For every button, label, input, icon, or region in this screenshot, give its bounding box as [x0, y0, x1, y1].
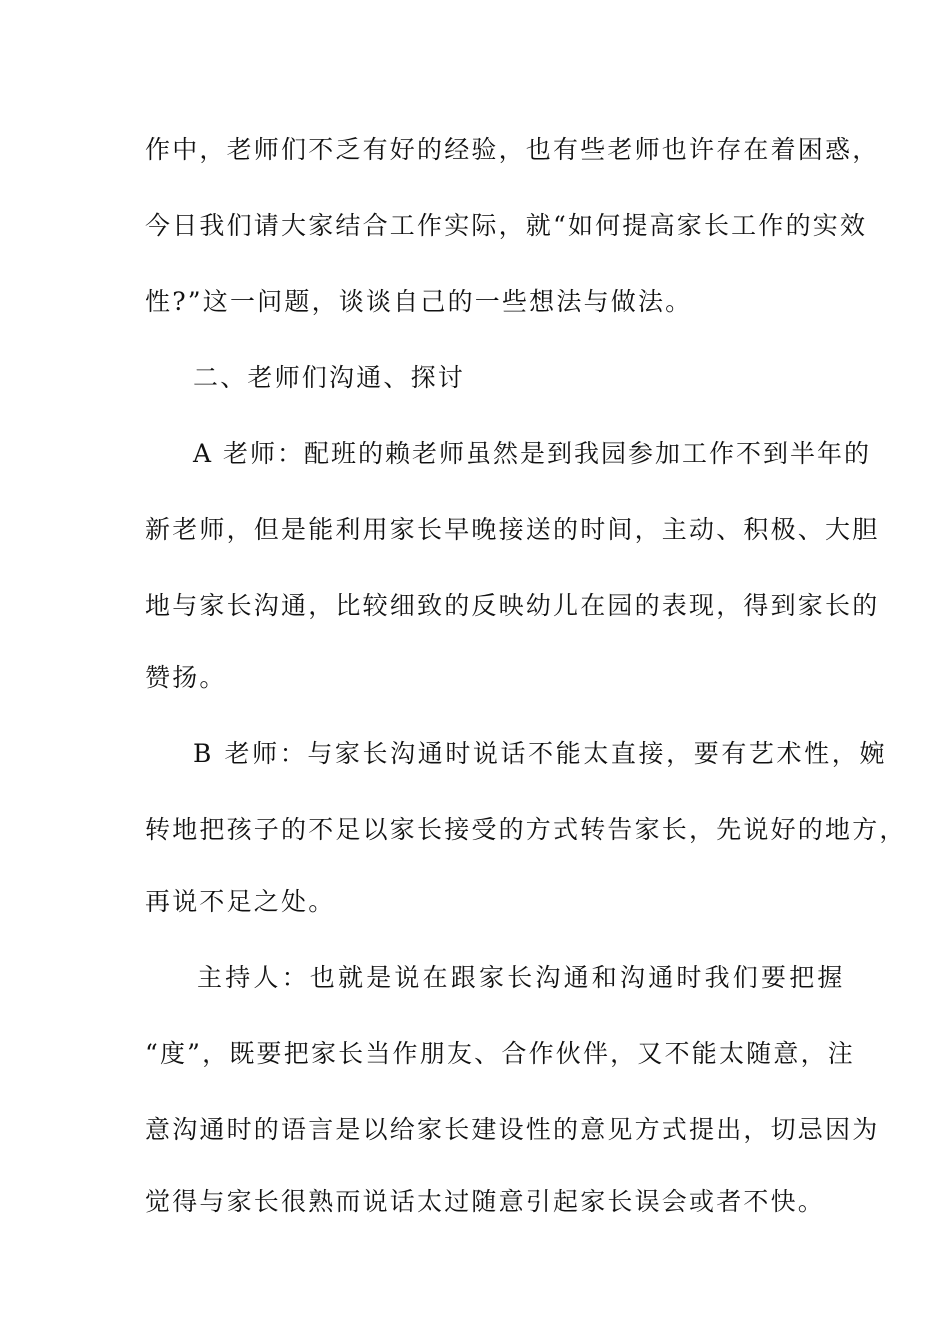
paragraph-line: A 老师：配班的赖老师虽然是到我园参加工作不到半年的 — [193, 439, 872, 468]
paragraph-line: 再说不足之处。 — [145, 887, 336, 916]
paragraph-line: 觉得与家长很熟而说话太过随意引起家长误会或者不快。 — [145, 1187, 826, 1216]
paragraph-line: 作中，老师们不乏有好的经验，也有些老师也许存在着困惑， — [145, 135, 880, 164]
paragraph-line: 新老师，但是能利用家长早晚接送的时间，主动、积极、大胆 — [145, 515, 880, 544]
paragraph-line: 地与家长沟通，比较细致的反映幼儿在园的表现，得到家长的 — [145, 591, 880, 620]
paragraph-line: 转地把孩子的不足以家长接受的方式转告家长，先说好的地方， — [145, 815, 907, 844]
paragraph-line: 今日我们请大家结合工作实际，就“如何提高家长工作的实效 — [145, 211, 868, 240]
section-heading: 二、老师们沟通、探讨 — [193, 363, 466, 392]
paragraph-line: B 老师：与家长沟通时说话不能太直接，要有艺术性，婉 — [193, 739, 887, 768]
paragraph-line: 意沟通时的语言是以给家长建设性的意见方式提出，切忌因为 — [145, 1115, 880, 1144]
paragraph-line: 主持人：也就是说在跟家长沟通和沟通时我们要把握 — [197, 963, 846, 992]
paragraph-line: “度”，既要把家长当作朋友、合作伙伴，又不能太随意，注 — [145, 1039, 855, 1068]
paragraph-line: 性?”这一问题，谈谈自己的一些想法与做法。 — [145, 287, 693, 316]
paragraph-line: 赞扬。 — [145, 663, 227, 692]
